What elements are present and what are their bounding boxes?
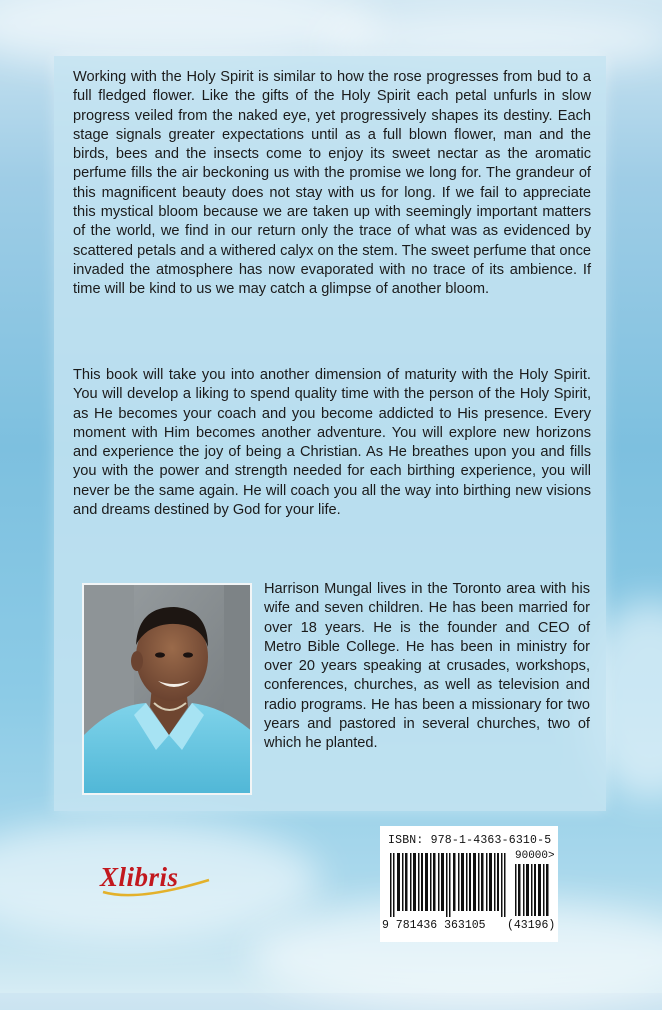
author-bio: Harrison Mungal lives in the Toronto area with his wife and seven children. He has been married for over 18 years. He is the founder and CEO of Metro Bible College. He has been in ministry for over 20 years speaking at crusades, workshops, conferences, churches, as well as television and radio programs. He has been a missionary for two years and pastored in several churches, two of which he planted.: [264, 581, 590, 752]
price-code: 90000>: [515, 850, 555, 862]
publisher-logo: Xlibris: [100, 862, 179, 892]
ean-barcode: [388, 853, 508, 917]
internal-number: (43196): [507, 919, 556, 932]
isbn-label: ISBN: 978-1-4363-6310-5: [388, 834, 552, 847]
description-paragraph-1: Working with the Holy Spirit is similar to how the rose progresses from bud to a full fledged flower. Like the gifts of the Holy Spirit each petal unfurls in slow progress veiled from the naked eye, yet progressively shapes its destiny. Each stage signals greater expectations until as a full blown flower, man and the birds, bees and the insects come to enjoy its sweet nectar as the aromatic perfume fills the air beckoning us with the promise we long for. The grandeur of this magnificent beauty does not stay with us for long. If we fail to appreciate this mystical bloom because we are taken up with seemingly important matters of the world, we find in our return only the trace of what was as evidenced by scattered petals and a withered calyx on the stem. The sweet perfume that once invaded the atmosphere has now evaporated with no trace of its ambience. If time will be kind to us we may catch a glimpse of another bloom.: [73, 69, 591, 298]
author-photo: [82, 583, 252, 795]
addon-barcode: [514, 864, 552, 916]
description-paragraph-2: This book will take you into another dimension of maturity with the Holy Spirit. You will develop a liking to spend quality time with the person of the Holy Spirit, as He becomes your coach and you become addicted to His presence. Every moment with Him becomes another adventure. You will explore new horizons and experience the joy of being a Christian. As He breathes upon you and fills you with the power and strength needed for each birthing experience, you will never be the same again. He will coach you all the way into birthing new visions and dreams destined by God for your life.: [73, 367, 591, 519]
ean-digits: 9 781436 363105: [382, 919, 486, 932]
barcode-block: [380, 826, 558, 942]
